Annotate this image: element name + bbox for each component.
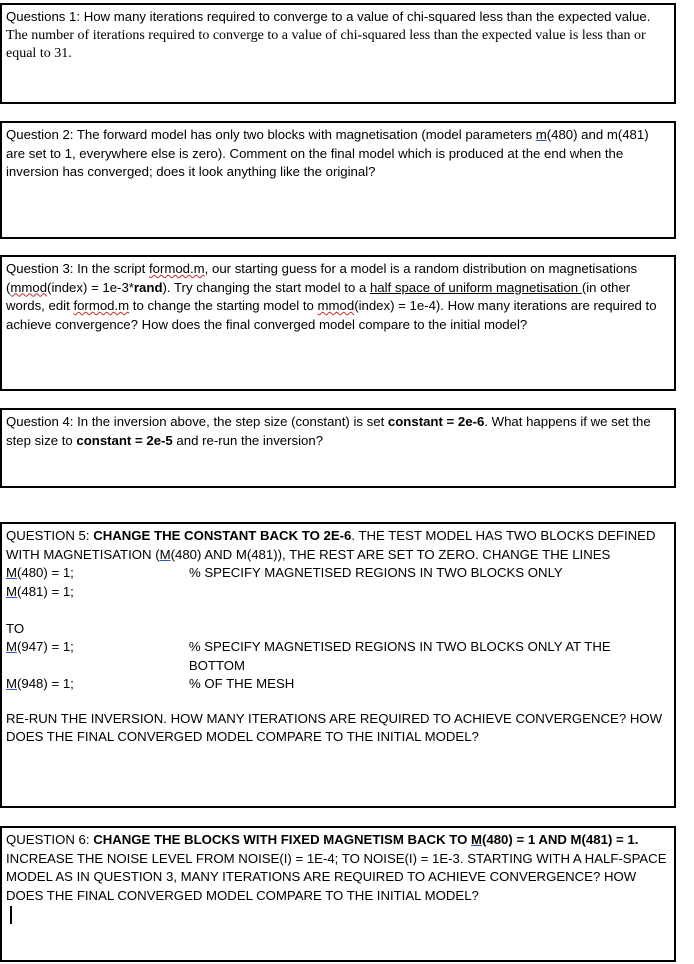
answer-1-text[interactable]: The number of iterations required to converge to a value of chi-squared less than the expected value is less than or equal to 31.	[6, 27, 646, 61]
question-3-text: Question 3: In the script formod.m, our starting guess for a model is a random distribution on magnetisations (mmod(index) = 1e-3*rand). Try changing the start model to a half space of uniform magnetisation (in other words, edit formod.m to change the starting model to mmod(index) = 1e-4). How many iterations are required to achieve convergence? How does the final converged model compare to the initial model?	[6, 261, 657, 332]
question-4-box[interactable]	[0, 408, 676, 488]
question-1-box[interactable]	[0, 3, 676, 104]
to-label: TO	[6, 620, 25, 636]
question-2-text: Question 2: The forward model has only two blocks with magnetisation (model parameters m(480) and m(481) are set to 1, everywhere else is zero). Comment on the final model which is produced at the end when the inversion has converged; does it look anything like the original?	[6, 127, 649, 179]
question-5-box[interactable]	[0, 522, 676, 808]
question-5-text: QUESTION 5: CHANGE THE CONSTANT BACK TO 2E-6. THE TEST MODEL HAS TWO BLOCKS DEFINED WITH MAGNETISATION (M(480) AND M(481)), THE REST ARE SET TO ZERO. CHANGE THE LINES	[6, 528, 656, 562]
question-5-closing: RE-RUN THE INVERSION. HOW MANY ITERATIONS ARE REQUIRED TO ACHIEVE CONVERGENCE? HOW DOES THE FINAL CONVERGED MODEL COMPARE TO THE INITIAL MODEL?	[6, 710, 663, 744]
code-comment-3: % SPECIFY MAGNETISED REGIONS IN TWO BLOCKS ONLY AT THE BOTTOM	[188, 639, 611, 673]
question-6-body: INCREASE THE NOISE LEVEL FROM NOISE(I) = 1E-4; TO NOISE(I) = 1E-3. STARTING WITH A HALF-SPACE MODEL AS IN QUESTION 3, MANY ITERATIONS ARE REQUIRED TO ACHIEVE CONVERGENCE? HOW DOES THE FINAL CONVERGED MODEL COMPARE TO THE INITIAL MODEL?	[6, 850, 667, 903]
question-6-box[interactable]	[0, 826, 676, 962]
code-line-2: M(481) = 1;	[6, 583, 74, 599]
question-3-box[interactable]	[0, 255, 676, 391]
code-line-1: M(480) = 1; % SPECIFY MAGNETISED REGIONS IN TWO BLOCKS ONLY	[6, 564, 670, 583]
question-1-text: Questions 1: How many iterations required to converge to a value of chi-squared less than the expected value.	[6, 9, 651, 24]
question-2-box[interactable]	[0, 121, 676, 239]
code-comment-1: % SPECIFY MAGNETISED REGIONS IN TWO BLOCKS ONLY	[189, 565, 563, 580]
code-line-3: M(947) = 1; % SPECIFY MAGNETISED REGIONS IN TWO BLOCKS ONLY AT THE BOTTOM	[6, 638, 670, 675]
question-6-text: QUESTION 6: CHANGE THE BLOCKS WITH FIXED MAGNETISM BACK TO M(480) = 1 AND M(481) = 1.	[6, 832, 639, 847]
code-line-4: M(948) = 1; % OF THE MESH	[6, 675, 670, 694]
text-cursor[interactable]	[6, 905, 670, 927]
question-4-text: Question 4: In the inversion above, the step size (constant) is set constant = 2e-6. What happens if we set the step size to constant = 2e-5 and re-run the inversion?	[6, 414, 651, 448]
code-comment-4: % OF THE MESH	[189, 676, 295, 691]
